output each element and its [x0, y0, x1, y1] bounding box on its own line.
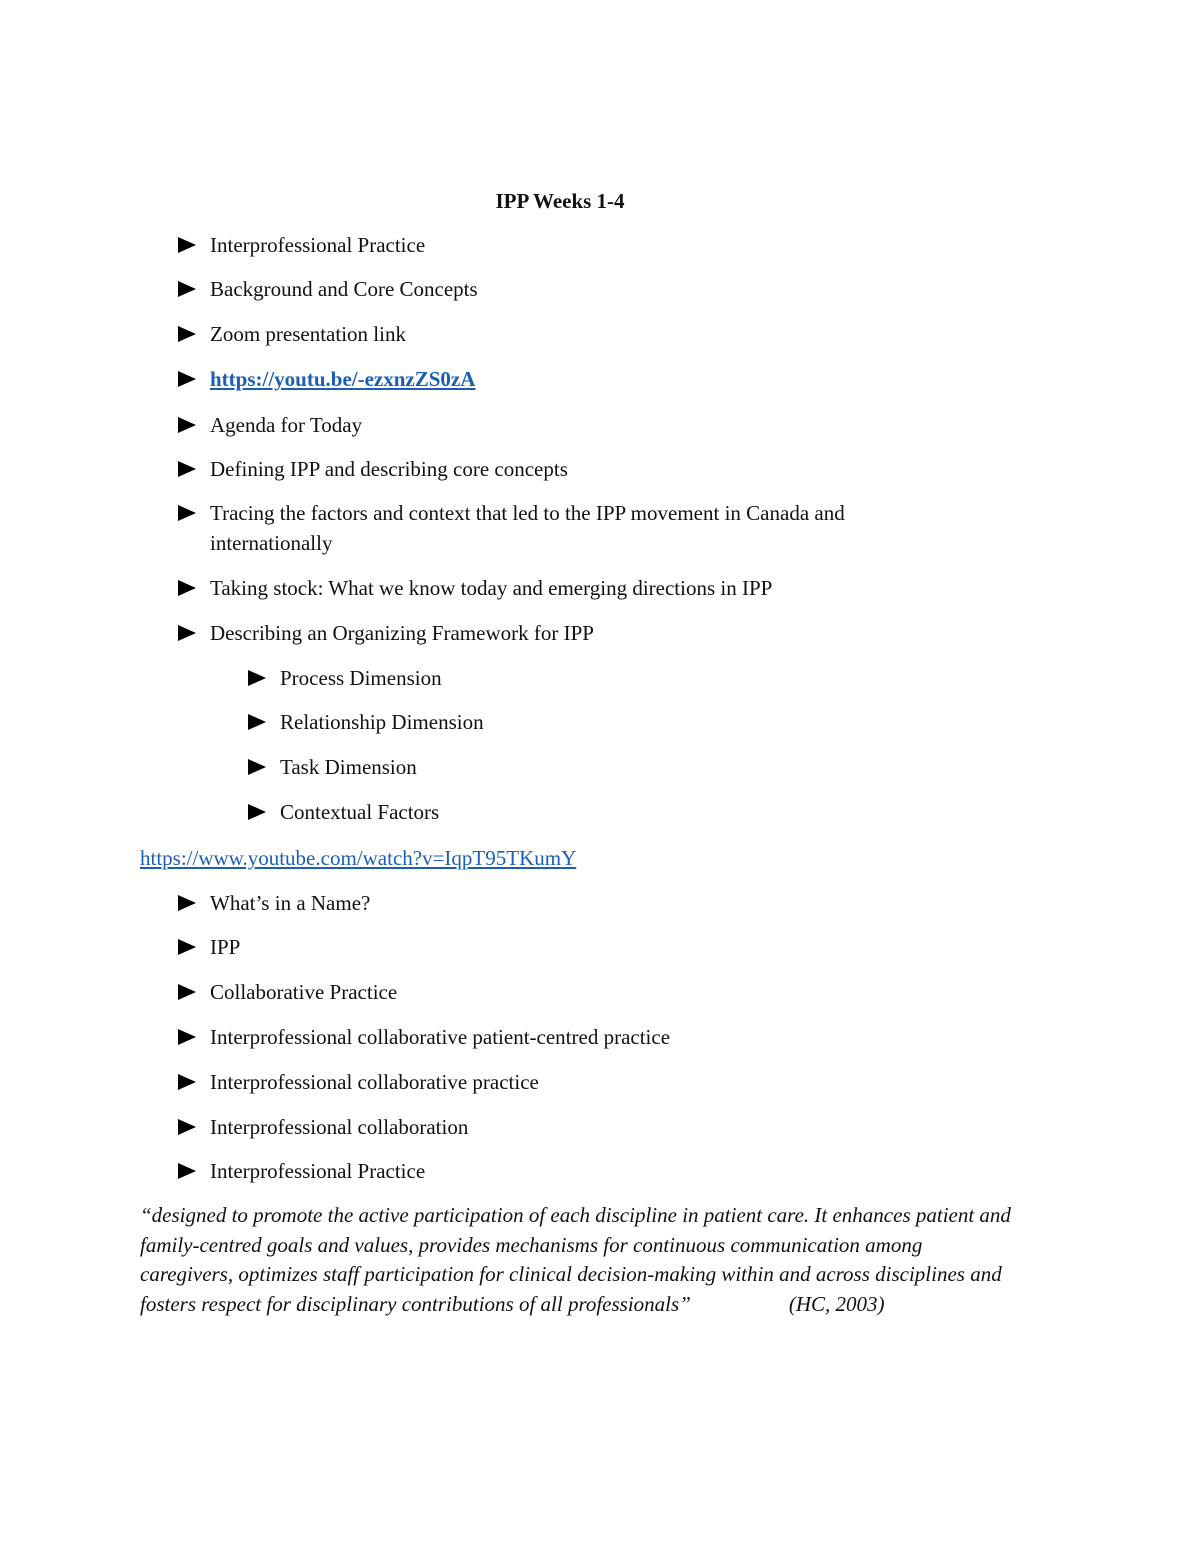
sub-list-item: Task Dimension	[248, 752, 417, 782]
list-item: Describing an Organizing Framework for IPP	[178, 618, 594, 648]
triangle-bullet-icon	[178, 505, 196, 521]
list-item: What’s in a Name?	[178, 888, 370, 918]
list-item: Tracing the factors and context that led to the IPP movement in Canada and internationally	[178, 498, 950, 558]
youtube-watch-link[interactable]: https://www.youtube.com/watch?v=IqpT95TKumY	[140, 846, 577, 870]
triangle-bullet-icon	[178, 417, 196, 433]
video-url-line	[140, 843, 576, 873]
list-item: Interprofessional collaboration	[178, 1112, 468, 1142]
list-item: Interprofessional collaborative practice	[178, 1067, 539, 1097]
document-title: IPP Weeks 1-4	[495, 189, 625, 213]
triangle-bullet-icon	[178, 625, 196, 641]
triangle-bullet-icon	[178, 1119, 196, 1135]
sub-list-item: Process Dimension	[248, 663, 442, 693]
triangle-bullet-icon	[178, 326, 196, 342]
list-item: Background and Core Concepts	[178, 274, 478, 304]
list-item: Taking stock: What we know today and emerging directions in IPP	[178, 573, 772, 603]
list-item: Interprofessional Practice	[178, 1156, 425, 1186]
triangle-bullet-icon	[178, 1029, 196, 1045]
list-item: Agenda for Today	[178, 410, 362, 440]
triangle-bullet-icon	[178, 1163, 196, 1179]
youtu-be-link[interactable]: https://youtu.be/-ezxnzZS0zA	[210, 367, 476, 391]
triangle-bullet-icon	[178, 939, 196, 955]
list-item	[178, 364, 475, 394]
quote-text: “designed to promote the active participation of each discipline in patient care. It enhances patient and family-centred goals and values, provides mechanisms for continuous communication among caregivers, optimizes staff participation for clinical decision-making within and across disciplines and fosters respect for disciplinary contributions of all professionals”	[140, 1203, 1011, 1316]
list-item: Collaborative Practice	[178, 977, 397, 1007]
triangle-bullet-icon	[178, 461, 196, 477]
triangle-bullet-icon	[248, 804, 266, 820]
triangle-bullet-icon	[178, 371, 196, 387]
list-item: Zoom presentation link	[178, 319, 406, 349]
triangle-bullet-icon	[248, 759, 266, 775]
triangle-bullet-icon	[178, 580, 196, 596]
triangle-bullet-icon	[248, 714, 266, 730]
list-item: Interprofessional Practice	[178, 230, 425, 260]
triangle-bullet-icon	[178, 1074, 196, 1090]
triangle-bullet-icon	[178, 895, 196, 911]
quote-citation: (HC, 2003)	[788, 1291, 885, 1316]
list-item: IPP	[178, 932, 240, 962]
quote-block	[140, 1201, 1020, 1319]
triangle-bullet-icon	[178, 281, 196, 297]
list-item: Defining IPP and describing core concepts	[178, 454, 568, 484]
sub-list-item: Relationship Dimension	[248, 707, 484, 737]
list-item: Interprofessional collaborative patient-centred practice	[178, 1022, 670, 1052]
triangle-bullet-icon	[178, 984, 196, 1000]
triangle-bullet-icon	[178, 237, 196, 253]
sub-list-item: Contextual Factors	[248, 797, 439, 827]
triangle-bullet-icon	[248, 670, 266, 686]
